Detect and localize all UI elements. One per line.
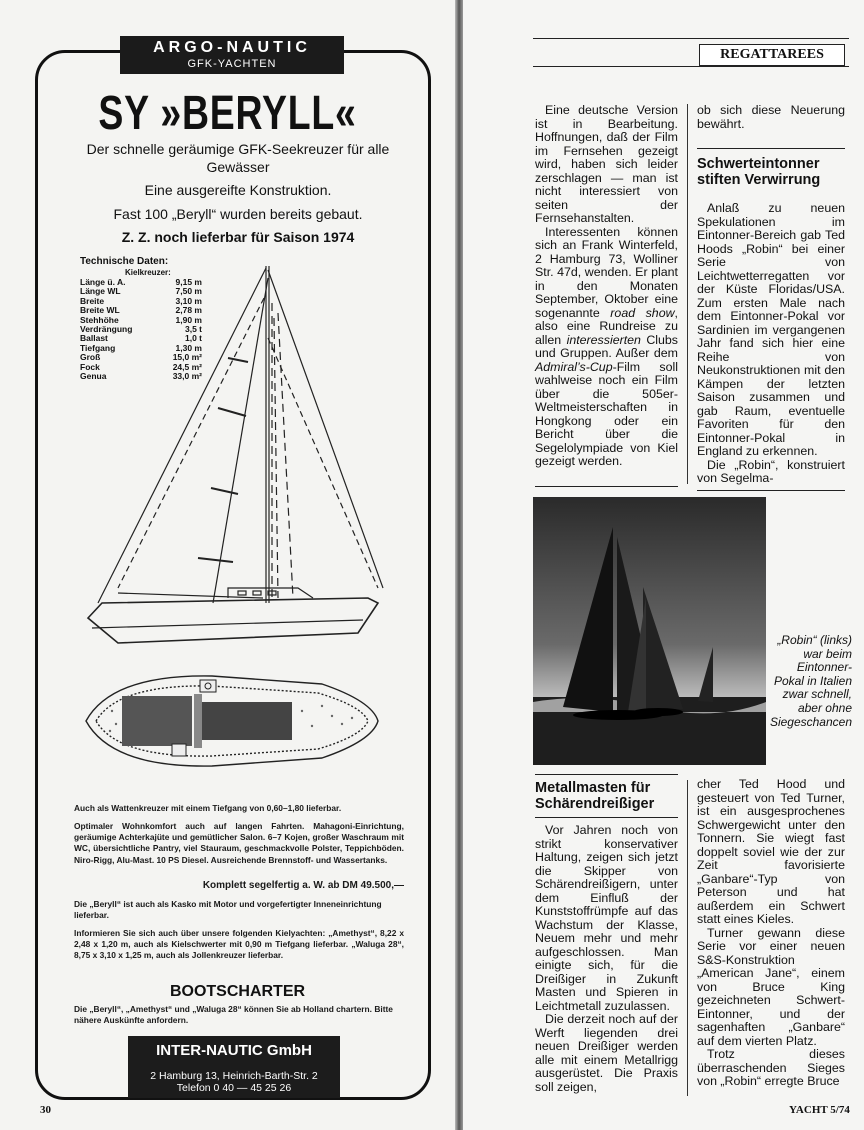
company-address	[128, 1070, 340, 1094]
deck-plan-drawing	[82, 666, 382, 776]
paragraph: Vor Jahren noch von strikt konservativer Haltung, zeigen sich jetzt die Skipper von Schärendreißigern, unter dem Einfluß der Kunststoffrümpfe auf das Wachstum der Klasse, Neuem mehr und mehr aufgeschlossen. Man einigte sich, für die Dreißiger in Zukunft Masten und Spieren in Leichtmetall zuzulassen.	[535, 823, 678, 1013]
spec-value: 2,78 m	[175, 305, 202, 316]
spec-value: 33,0 m²	[172, 371, 202, 382]
spec-value: 15,0 m²	[172, 352, 202, 363]
ad-para-5: Die „Beryll“, „Amethyst“ und „Waluga 28“ können Sie ab Holland chartern. Bitte nähere Auskünfte anfordern.	[74, 1004, 393, 1026]
bootscharter-heading: BOOTSCHARTER	[169, 983, 306, 1000]
header-rule	[533, 66, 849, 67]
column-a	[535, 104, 678, 469]
ad-brand-sub: GFK-YACHTEN	[187, 58, 277, 70]
specs-table	[80, 278, 202, 381]
text-run: , also eine Rundreise zu allen	[535, 305, 678, 347]
regatta-photo	[533, 497, 766, 765]
heading-schwerteintonner: Schwerteintonner stiften Verwirrung	[697, 156, 821, 188]
paragraph: Trotz dieses überraschenden Sieges von „Robin“ erregte Bruce	[697, 1047, 845, 1088]
spec-label: Länge WL	[80, 286, 121, 297]
spec-value: 24,5 m²	[172, 361, 202, 372]
paragraph: Die derzeit noch auf der Werft liegenden drei neuen Dreißiger werden alle mit einem Metallrigg ausgerüstet. Die Praxis soll zeigen,	[535, 1012, 678, 1094]
text-emphasis: road show	[610, 305, 675, 320]
spec-label: Verdrängung	[80, 324, 133, 335]
text-emphasis: Admiral’s-Cup	[535, 359, 613, 374]
spec-label: Breite WL	[80, 305, 120, 316]
paragraph: ob sich diese Neuerung bewährt.	[697, 103, 845, 131]
ad-line-4: Z. Z. noch lieferbar für Saison 1974	[121, 229, 355, 245]
text-run: Clubs und Gruppen. Außer dem	[535, 332, 679, 360]
spec-value: 1,0 t	[184, 333, 202, 344]
spec-label: Fock	[80, 361, 100, 372]
ad-line-3: Fast 100 „Beryll“ wurden bereits gebaut.	[113, 206, 363, 222]
text-emphasis: interessierten	[566, 332, 641, 347]
book-spine	[455, 0, 463, 1130]
ad-brand: ARGO-NAUTIC	[153, 39, 311, 56]
spec-value: 1,90 m	[175, 314, 202, 325]
ad-subtitle: Der schnelle geräumige GFK-Seekreuzer für alle Gewässer	[86, 141, 390, 175]
ad-header	[120, 36, 344, 74]
page-footer-right: YACHT 5/74	[789, 1104, 850, 1116]
section-label: REGATTAREES	[699, 44, 845, 66]
ad-para-1: Auch als Wattenkreuzer mit einem Tiefgang von 0,60–1,80 lieferbar.	[74, 803, 342, 813]
ad-para-3: Die „Beryll“ ist auch als Kasko mit Motor und vorgefertigter Inneneinrichtung lieferbar.	[74, 899, 382, 921]
paragraph: Anlaß zu neuen Spekulationen im Eintonner-Bereich gab Ted Hoods „Robin“ bei einer Serie von Leichtwetterregatten vor der Küste Floridas/USA. Zum ersten Male nach dem Eintonner-Pokal vor Sardinien im vergangenen Jahr fand sich hier eine Reihe von Neukonstruktionen mit den Kämpen der letzten Saison zusammen und gab Raum, eventuelle Favoriten für den Eintonner-Pokal in England zu erkennen.	[697, 201, 845, 458]
specs-heading: Technische Daten:	[80, 256, 169, 267]
spec-value: 7,50 m	[175, 286, 202, 297]
paragraph: Eine deutsche Version ist in Bearbeitung. Hoffnungen, daß der Film im Fernsehen gezeigt wird, haben sich leider zerschlagen — man ist nicht interessiert von seiten der Fernsehanstalten.	[535, 103, 678, 225]
spec-label: Genua	[80, 371, 107, 382]
text-run: -Film soll wahlweise noch ein Film über die 505er-Weltmeisterschaften in Hongkong oder ein Bericht über die Segelolympiade von Kiel gezeigt werden.	[535, 359, 678, 468]
spec-label: Länge ü. A.	[80, 277, 126, 287]
spec-label: Groß	[80, 352, 101, 363]
heading-metallmasten: Metallmasten für Schärendreißiger	[535, 780, 655, 812]
spec-row	[80, 372, 202, 381]
header-rule	[533, 38, 849, 39]
column-divider	[687, 780, 688, 1096]
paragraph: Die „Robin“, konstruiert von Segelma-	[697, 457, 845, 485]
rule	[535, 774, 678, 775]
column-b-top	[697, 104, 845, 131]
column-b	[697, 202, 845, 486]
right-page	[463, 0, 864, 1130]
spec-label: Stehhöhe	[80, 314, 119, 325]
specs-subheading: Kielkreuzer:	[125, 268, 171, 277]
rule	[535, 486, 678, 487]
spec-value: 3,10 m	[175, 295, 202, 306]
rule	[697, 490, 845, 491]
ad-price: Komplett segelfertig a. W. ab DM 49.500,—	[202, 880, 404, 891]
spec-label: Breite	[80, 295, 105, 306]
page-number-left: 30	[40, 1104, 51, 1116]
paragraph	[535, 226, 678, 469]
column-c	[535, 824, 678, 1094]
rule	[697, 148, 845, 149]
company-name: INTER-NAUTIC GmbH	[156, 1042, 312, 1059]
ad-title: SY »BERYLL«	[98, 87, 357, 140]
paragraph: Turner gewann diese Serie vor einer neuen S&S-Konstruktion „American Jane“, einem von Bruce King gezeichneten Schwert-Eintonner, und der sagenhaften „Ganbare“ auf dem vierten Platz.	[697, 925, 845, 1048]
spec-value: 9,15 m	[175, 277, 202, 287]
column-divider	[687, 104, 688, 484]
ad-line-2: Eine ausgereifte Konstruktion.	[144, 182, 332, 198]
spec-value: 1,30 m	[175, 342, 202, 353]
ad-para-2: Optimaler Wohnkomfort auch auf langen Fahrten. Mahagoni-Einrichtung, geräumige Achterkajüte und gemütlicher Salon. 6–7 Kojen, großer Waschraum mit WC, übersichtliche Pantry, viel Stauraum, geschmackvolle Polster, Teppichböden. Niro-Rigg, Alu-Mast. 10 PS Diesel. Ausreichende Brennstoff- und Wassertanks.	[74, 821, 404, 865]
phone-line: Telefon 0 40 — 45 25 26	[176, 1082, 292, 1094]
photo-caption: „Robin“ (links) war beim Eintonner-Pokal in Italien zwar schnell, aber ohne Siegeschancen	[769, 633, 852, 729]
ad-para-4: Informieren Sie sich auch über unsere folgenden Kielyachten: „Amethyst“, 8,22 x 2,48 x 1,20 m, auch als Kielschwerter mit 0,90 m Tiefgang lieferbar. „Waluga 28“, 8,75 x 3,10 x 1,25 m, auch als Jollenkreuzer lieferbar.	[74, 928, 404, 961]
spec-value: 3,5 t	[184, 324, 202, 335]
column-d	[697, 778, 845, 1089]
spec-label: Tiefgang	[80, 342, 116, 353]
spec-label: Ballast	[80, 333, 108, 344]
address-line: 2 Hamburg 13, Heinrich-Barth-Str. 2	[150, 1070, 318, 1082]
text-run: Interessenten können sich an Frank Winterfeld, 2 Hamburg 73, Wolliner Str. 47d, wenden. Er plant in den Monaten September, Oktober eine sogenannte	[535, 224, 678, 320]
company-box	[128, 1036, 340, 1098]
paragraph: cher Ted Hood und gesteuert von Ted Turner, ist ein ausgesprochenes Schwergewicht unter den Tonnern. Sie wiegt fast doppelt soviel wie der zur Zeit favorisierte „Ganbare“-Typ von Peterson und hat außerdem ein Schwert statt eines Kieles.	[697, 777, 845, 926]
rule	[535, 817, 678, 818]
